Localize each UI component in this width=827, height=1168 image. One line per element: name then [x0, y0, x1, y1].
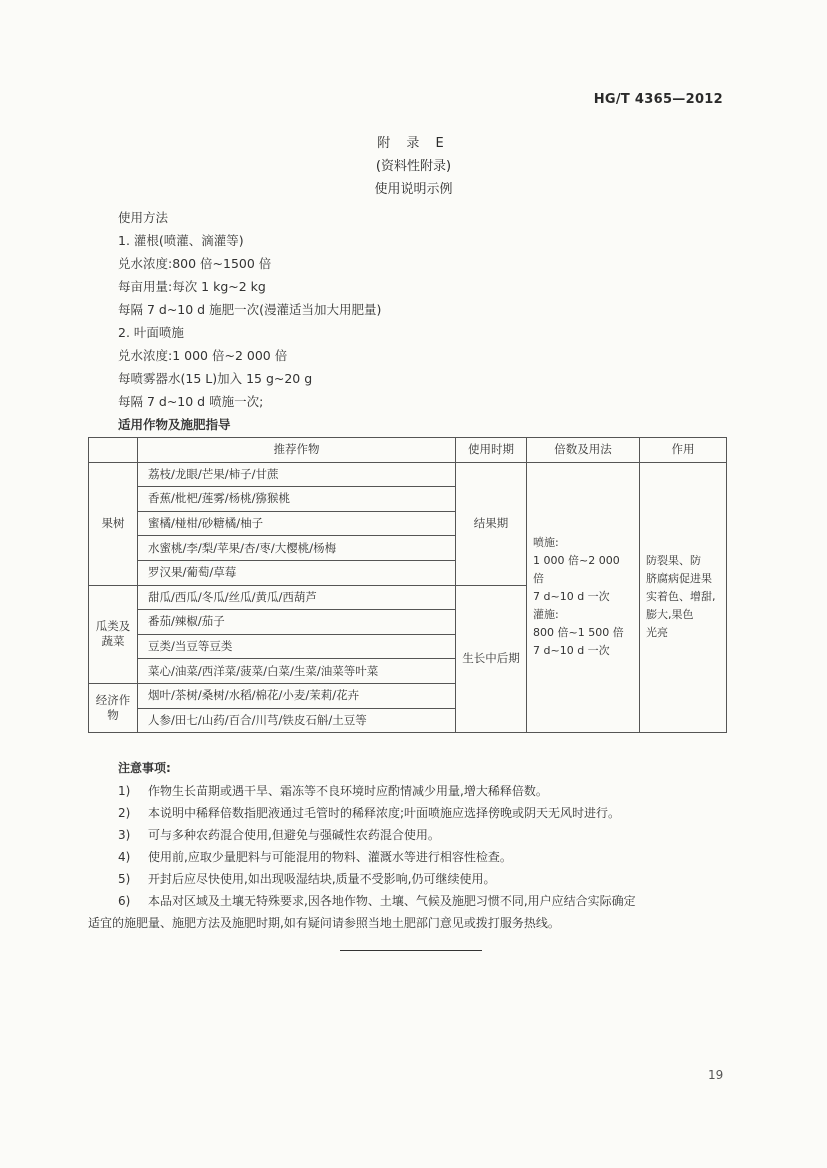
crop-cell: 菜心/油菜/西洋菜/菠菜/白菜/生菜/油菜等叶菜 [138, 659, 456, 684]
instruction-line: 每喷雾器水(15 L)加入 15 g~20 g [118, 371, 313, 386]
instruction-line: 1. 灌根(喷灌、滴灌等) [118, 233, 244, 248]
instruction-line: 每隔 7 d~10 d 施肥一次(漫灌适当加大用肥量) [118, 302, 382, 317]
note-number: 4) [118, 850, 131, 864]
note-text: 本说明中稀释倍数指肥液通过毛管时的稀释浓度;叶面喷施应选择傍晚或阴天无风时进行。 [148, 806, 621, 820]
time-cell: 结果期 [456, 462, 527, 585]
header-cell: 作用 [640, 438, 727, 463]
crop-cell: 蜜橘/椪柑/砂糖橘/柚子 [138, 511, 456, 536]
note-item [118, 890, 730, 912]
dosage-line: 800 倍~1 500 倍 [533, 626, 624, 640]
effect-line: 实着色、增甜, [646, 590, 716, 604]
end-rule [340, 950, 482, 951]
appendix-type: (资料性附录) [375, 159, 452, 174]
crop-cell: 烟叶/茶树/桑树/水稻/棉花/小麦/茉莉/花卉 [138, 683, 456, 708]
note-item [118, 802, 730, 824]
time-cell: 生长中后期 [456, 585, 527, 733]
header-cell: 使用时期 [456, 438, 527, 463]
dosage-line: 7 d~10 d 一次 [533, 590, 610, 604]
crop-cell: 水蜜桃/李/梨/苹果/杏/枣/大樱桃/杨梅 [138, 536, 456, 561]
crop-cell: 荔枝/龙眼/芒果/柿子/甘蔗 [138, 462, 456, 487]
notes-section [88, 756, 730, 934]
category-cell: 果树 [89, 462, 138, 585]
note-continuation: 适宜的施肥量、施肥方法及施肥时期,如有疑问请参照当地土肥部门意见或拨打服务热线。 [88, 916, 560, 930]
note-text: 可与多种农药混合使用,但避免与强碱性农药混合使用。 [148, 828, 440, 842]
note-text: 作物生长苗期或遇干旱、霜冻等不良环境时应酌情减少用量,增大稀释倍数。 [148, 784, 548, 798]
instruction-line: 每隔 7 d~10 d 喷施一次; [118, 394, 264, 409]
crop-cell: 香蕉/枇杷/莲雾/杨桃/猕猴桃 [138, 487, 456, 512]
effect-line: 防裂果、防 [646, 554, 701, 568]
table-title: 适用作物及施肥指导 [118, 417, 231, 432]
note-text: 开封后应尽快使用,如出现吸湿结块,质量不受影响,仍可继续使用。 [148, 872, 496, 886]
note-text: 使用前,应取少量肥料与可能混用的物料、灌溉水等进行相容性检查。 [148, 850, 512, 864]
category-cell: 瓜类及蔬菜 [89, 585, 138, 683]
usage-instructions [118, 206, 381, 436]
instruction-line: 兑水浓度:1 000 倍~2 000 倍 [118, 348, 288, 363]
effect-line: 脐腐病促进果 [646, 572, 712, 586]
note-item [118, 824, 730, 846]
crop-guidance-table [88, 437, 727, 733]
category-cell: 经济作物 [89, 683, 138, 732]
instruction-line: 每亩用量:每次 1 kg~2 kg [118, 279, 266, 294]
note-item [118, 868, 730, 890]
crop-cell: 豆类/当豆等豆类 [138, 634, 456, 659]
appendix-label: 附 录 E [377, 136, 450, 151]
instruction-line: 兑水浓度:800 倍~1500 倍 [118, 256, 272, 271]
effect-line: 膨大,果色 [646, 608, 694, 622]
table-header-row [89, 438, 727, 463]
table-row [89, 462, 727, 487]
crop-cell: 人参/田七/山药/百合/川芎/铁皮石斛/土豆等 [138, 708, 456, 733]
appendix-title [0, 132, 827, 201]
note-number: 5) [118, 872, 131, 886]
appendix-name: 使用说明示例 [374, 182, 453, 197]
note-item [118, 780, 730, 802]
dosage-line: 灌施: [533, 608, 559, 622]
note-number: 3) [118, 828, 131, 842]
crop-cell: 罗汉果/葡萄/草莓 [138, 560, 456, 585]
header-cell: 倍数及用法 [527, 438, 640, 463]
notes-heading: 注意事项: [118, 761, 171, 775]
dosage-line: 1 000 倍~2 000 倍 [533, 554, 620, 586]
note-number: 6) [118, 894, 131, 908]
dosage-line: 喷施: [533, 536, 559, 550]
note-number: 2) [118, 806, 131, 820]
note-number: 1) [118, 784, 131, 798]
effect-line: 光亮 [646, 626, 668, 640]
standard-code: HG/T 4365—2012 [593, 92, 723, 107]
dosage-cell [527, 462, 640, 733]
note-text: 本品对区域及土壤无特殊要求,因各地作物、土壤、气候及施肥习惯不同,用户应结合实际确定 [148, 894, 636, 908]
dosage-line: 7 d~10 d 一次 [533, 644, 610, 658]
header-cell: 推荐作物 [138, 438, 456, 463]
crop-cell: 甜瓜/西瓜/冬瓜/丝瓜/黄瓜/西葫芦 [138, 585, 456, 610]
header-cell-empty [89, 438, 138, 463]
crop-cell: 番茄/辣椒/茄子 [138, 610, 456, 635]
page-number: 19 [708, 1068, 724, 1082]
note-item [118, 846, 730, 868]
instruction-line: 使用方法 [118, 210, 169, 225]
effect-cell [640, 462, 727, 733]
instruction-line: 2. 叶面喷施 [118, 325, 184, 340]
